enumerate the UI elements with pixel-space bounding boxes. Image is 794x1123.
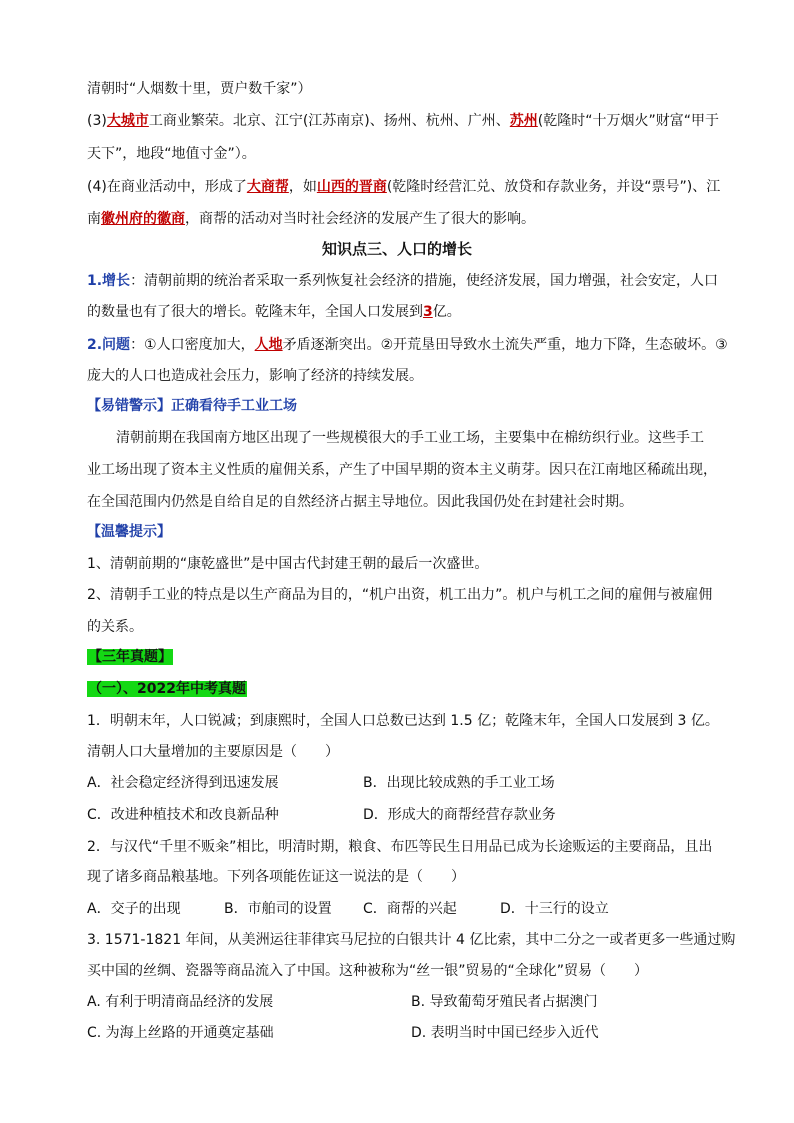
question-stem: 1．明朝末年，人口锐减；到康熙时，全国人口总数已达到 1.5 亿；乾隆末年，全国人口发展到 3 亿。 <box>87 713 719 729</box>
paragraph-line <box>87 210 709 228</box>
paragraph-line <box>87 272 719 290</box>
highlight-keyword: 大商帮 <box>246 179 289 195</box>
tips-label: 【温馨提示】 <box>87 524 171 540</box>
paragraph-line <box>87 112 720 130</box>
tip-item: 的关系。 <box>87 619 143 635</box>
highlight-keyword: 苏州 <box>509 113 538 129</box>
question-stem: 现了诸多商品粮基地。下列各项能佐证这一说法的是（ ） <box>87 869 465 885</box>
highlight-keyword: 山西的晋商 <box>316 179 387 195</box>
warning-title: 正确看待手工业工场 <box>171 398 297 414</box>
exam-subheading <box>87 680 709 698</box>
paragraph-line: 在全国范围内仍然是自给自足的自然经济占据主导地位。因此我国仍处在封建社会时期。 <box>87 494 633 510</box>
question-stem: 2．与汉代“千里不贩籴”相比，明清时期，粮食、布匹等民生日用品已成为长途贩运的主要商品，且出 <box>87 839 713 855</box>
paragraph-line: 业工场出现了资本主义性质的雇佣关系，产生了中国早期的资本主义萌芽。因只在江南地区稀疏出现， <box>87 462 717 478</box>
warning-heading <box>87 397 709 415</box>
highlight-keyword: 徽州府的徽商 <box>101 211 185 227</box>
option-d: D．形成大的商帮经营存款业务 <box>363 807 556 823</box>
exam-label: 【三年真题】 <box>88 649 172 665</box>
question-stem: 清朝人口大量增加的主要原因是（ ） <box>87 744 339 760</box>
text: ，如 <box>288 179 317 195</box>
exam-sub-label: （一）、2022年中考真题 <box>88 681 246 697</box>
paragraph-line: 庞大的人口也造成社会压力，影响了经济的持续发展。 <box>87 368 423 384</box>
paragraph-line: 清朝前期在我国南方地区出现了一些规模很大的手工业工场，主要集中在棉纺织行业。这些手工 <box>116 430 704 446</box>
warning-label: 【易错警示】 <box>87 398 171 414</box>
tips-heading <box>87 523 709 541</box>
exam-heading <box>87 648 709 666</box>
text: 的数量也有了很大的增长。乾隆末年，全国人口发展到 <box>87 304 423 320</box>
option-c: C. 为海上丝路的开通奠定基础 <box>87 1025 274 1041</box>
option-c: C．商帮的兴起 <box>363 901 457 917</box>
text: 工商业繁荣。北京、江宁(江苏南京)、扬州、杭州、广州、 <box>148 113 510 129</box>
section-title: 知识点三、人口的增长 <box>321 240 472 258</box>
option-a: A．交子的出现 <box>87 901 181 917</box>
question-stem: 买中国的丝绸、瓷器等商品流入了中国。这种被称为“丝一银”贸易的“全球化”贸易（ ） <box>87 963 649 979</box>
text: (乾隆时“十万烟火”财富“甲于 <box>537 113 720 129</box>
paragraph-line: 天下”，地段“地值寸金”）。 <box>87 146 256 162</box>
text: (4)在商业活动中，形成了 <box>87 179 247 195</box>
text: 亿。 <box>432 304 461 320</box>
item-label: 2.问题 <box>87 337 131 353</box>
tip-item: 1、清朝前期的“康乾盛世”是中国古代封建王朝的最后一次盛世。 <box>87 556 489 572</box>
paragraph-line <box>87 303 709 321</box>
option-b: B．市舶司的设置 <box>224 901 332 917</box>
option-d: D. 表明当时中国已经步入近代 <box>411 1025 599 1041</box>
option-b: B. 导致葡萄牙殖民者占据澳门 <box>411 994 598 1010</box>
tip-item: 2、清朝手工业的特点是以生产商品为目的，“机户出资，机工出力”。机户与机工之间的雇佣与被雇佣 <box>87 587 713 603</box>
text: (3) <box>87 113 107 129</box>
text: ：①人口密度加大， <box>130 337 255 353</box>
paragraph-line <box>87 336 728 354</box>
text: ：清朝前期的统治者采取一系列恢复社会经济的措施，使经济发展，国力增强，社会安定，人口 <box>130 273 719 289</box>
text: 南 <box>87 211 101 227</box>
highlight-keyword: 人地 <box>254 337 283 353</box>
text: ，商帮的活动对当时社会经济的发展产生了很大的影响。 <box>185 211 535 227</box>
option-a: A. 有利于明清商品经济的发展 <box>87 994 274 1010</box>
highlight-keyword: 大城市 <box>106 113 149 129</box>
option-b: B．出现比较成熟的手工业工场 <box>363 775 555 791</box>
option-c: C．改进种植技术和改良新品种 <box>87 807 279 823</box>
option-a: A．社会稳定经济得到迅速发展 <box>87 775 279 791</box>
question-stem: 3. 1571-1821 年间，从美洲运往菲律宾马尼拉的白银共计 4 亿比索，其中二分之一或者更多一些通过购 <box>87 932 736 948</box>
paragraph-line: 清朝时“人烟数十里，贾户数千家”） <box>87 81 312 97</box>
text: (乾隆时经营汇兑、放贷和存款业务，并设“票号”)、江 <box>386 179 721 195</box>
highlight-keyword: 3 <box>423 304 433 320</box>
paragraph-line <box>87 178 721 196</box>
option-d: D．十三行的设立 <box>500 901 609 917</box>
item-label: 1.增长 <box>87 273 131 289</box>
text: 矛盾逐渐突出。②开荒垦田导致水土流失严重，地力下降，生态破坏。③ <box>282 337 728 353</box>
